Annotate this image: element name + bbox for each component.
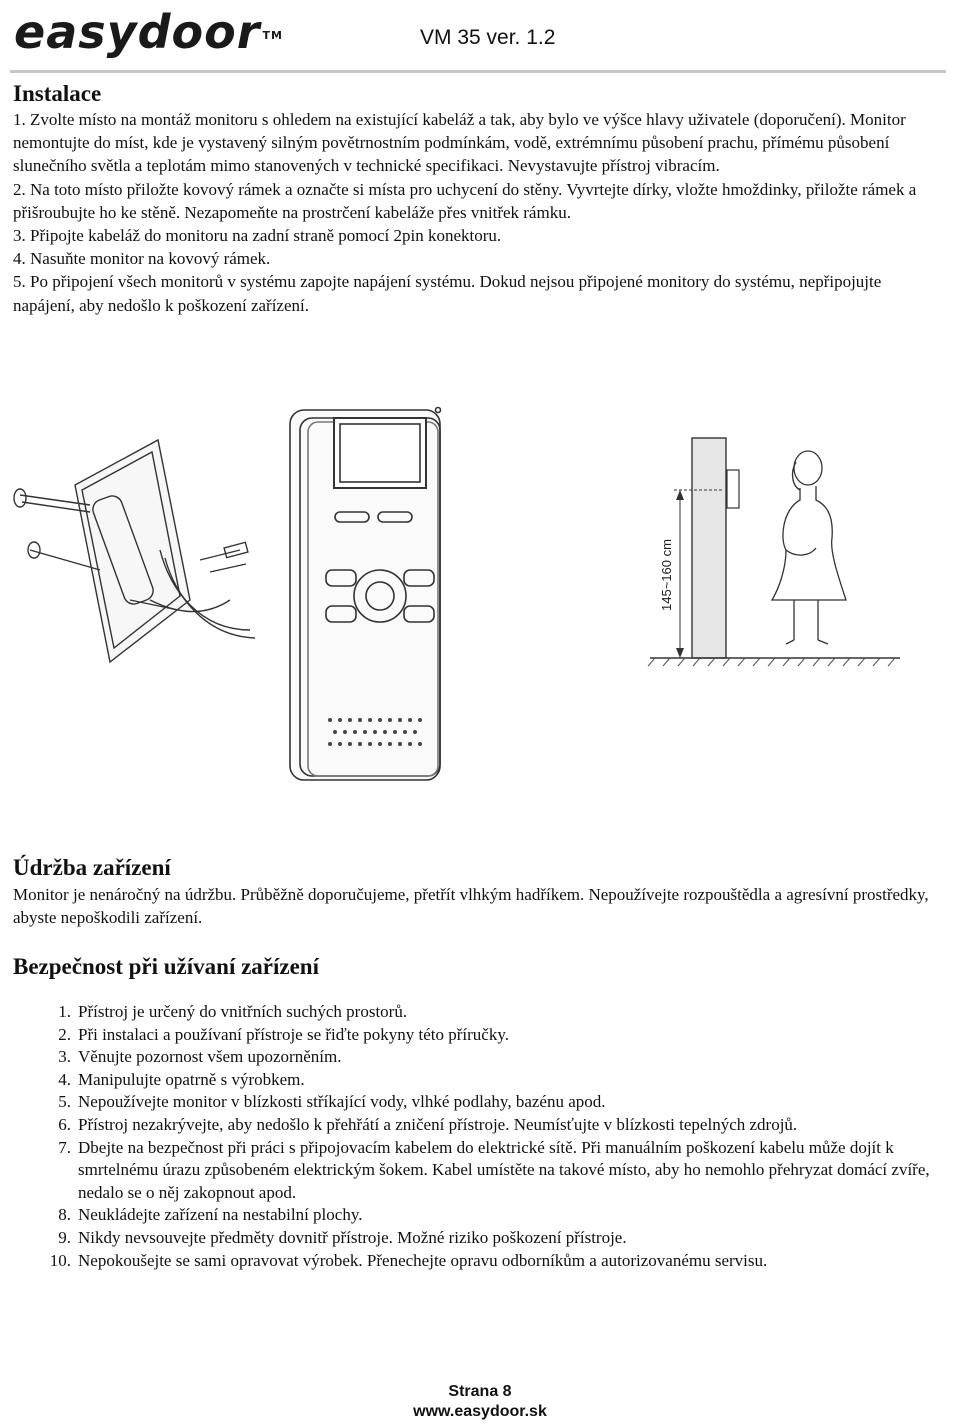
website-url: www.easydoor.sk <box>413 1403 547 1420</box>
installation-step-1: 1. Zvolte místo na montáž monitoru s ohledem na existující kabeláž a tak, aby bylo ve výšce hlavy uživatele (doporučení). Monitor nemontujte do míst, kde je vystavený silným povětrnostním podmínkám, vodě, extrémnímu působení prachu, přímému působení slunečního světla a teplotám mimo stanovených v technické specifikaci. Nevystavujte přístroj vibracím. <box>13 110 906 176</box>
safety-section <box>13 953 943 1272</box>
installation-step-2: 2. Na toto místo přiložte kovový rámek a označte si místa pro uchycení do stěny. Vyvrtejte dírky, vložte hmoždinky, přiložte rámek a přišroubujte ho ke stěně. Nezapomeňte na prostrčení kabeláže přes vnitřek rámku. <box>13 179 917 222</box>
height-label: 145~160 cm <box>659 539 674 611</box>
list-item: 2. Při instalaci a používaní přístroje se řiďte pokyny této příručky. <box>58 1024 510 1044</box>
installation-step-5: 5. Po připojení všech monitorů v systému zapojte napájení systému. Dokud nejsou připojené monitory do systému, nepřipojujte napájení, aby nedošlo k poškození zařízení. <box>13 272 882 315</box>
installation-step-3: 3. Připojte kabeláž do monitoru na zadní straně pomocí 2pin konektoru. <box>13 226 502 246</box>
installation-step-4: 4. Nasuňte monitor na kovový rámek. <box>13 249 271 269</box>
height-diagram <box>648 438 900 666</box>
page-footer <box>0 1382 960 1422</box>
woman-silhouette <box>772 451 846 644</box>
list-item: 10. Nepokoušejte se sami opravovat výrobek. Přenechejte opravu odborníkům a autorizovanému servisu. <box>49 1250 768 1270</box>
version-label: VM 35 ver. 1.2 <box>420 26 556 49</box>
installation-section <box>13 80 943 317</box>
list-item: 4. Manipulujte opatrně s výrobkem. <box>58 1069 305 1089</box>
safety-title: Bezpečnost při užívaní zařízení <box>13 954 319 979</box>
list-item: 9. Nikdy nevsouvejte předměty dovnitř přístroje. Možné riziko poškození přístroje. <box>58 1227 627 1247</box>
list-item: 6. Přístroj nezakrývejte, aby nedošlo k přehřátí a zničení přístroje. Neumísťujte v blízkosti tepelných zdrojů. <box>58 1114 798 1134</box>
installation-title: Instalace <box>13 81 102 106</box>
monitor-drawing <box>290 408 441 781</box>
easydoor-logo: easydoor ™ <box>14 5 283 59</box>
list-item: 1. Přístroj je určený do vnitřních suchých prostorů. <box>58 1002 408 1021</box>
list-item: 7. Dbejte na bezpečnost při práci s připojovacím kabelem do elektrické sítě. Při manuálním poškození kabelu může dojít k smrtelnému úrazu způsobeném elektrickým šokem. Kabel umístěte na takové místo, aby ho nemohlo přehryzat domácí zvíře, nedalo se o něj zakopnout apod. <box>58 1137 930 1202</box>
header-divider <box>10 70 946 73</box>
maintenance-section <box>13 853 943 929</box>
mounting-bracket-drawing <box>14 440 255 662</box>
installation-diagram <box>0 400 960 820</box>
page-header <box>0 0 960 76</box>
list-item: 8. Neukládejte zařízení na nestabilní plochy. <box>58 1205 363 1225</box>
page-number: Strana 8 <box>448 1383 512 1400</box>
safety-list <box>13 1001 943 1272</box>
list-item: 5. Nepoužívejte monitor v blízkosti stříkající vody, vlhké podlahy, bazénu apod. <box>58 1092 606 1112</box>
list-item: 3. Věnujte pozornost všem upozorněním. <box>58 1047 342 1067</box>
maintenance-title: Údržba zařízení <box>13 855 171 880</box>
maintenance-text: Monitor je nenáročný na údržbu. Průběžně doporučujeme, přetřít vlhkým hadříkem. Nepoužívejte rozpouštědla a agresívní prostředky, abyste nepoškodili zařízení. <box>13 885 929 928</box>
